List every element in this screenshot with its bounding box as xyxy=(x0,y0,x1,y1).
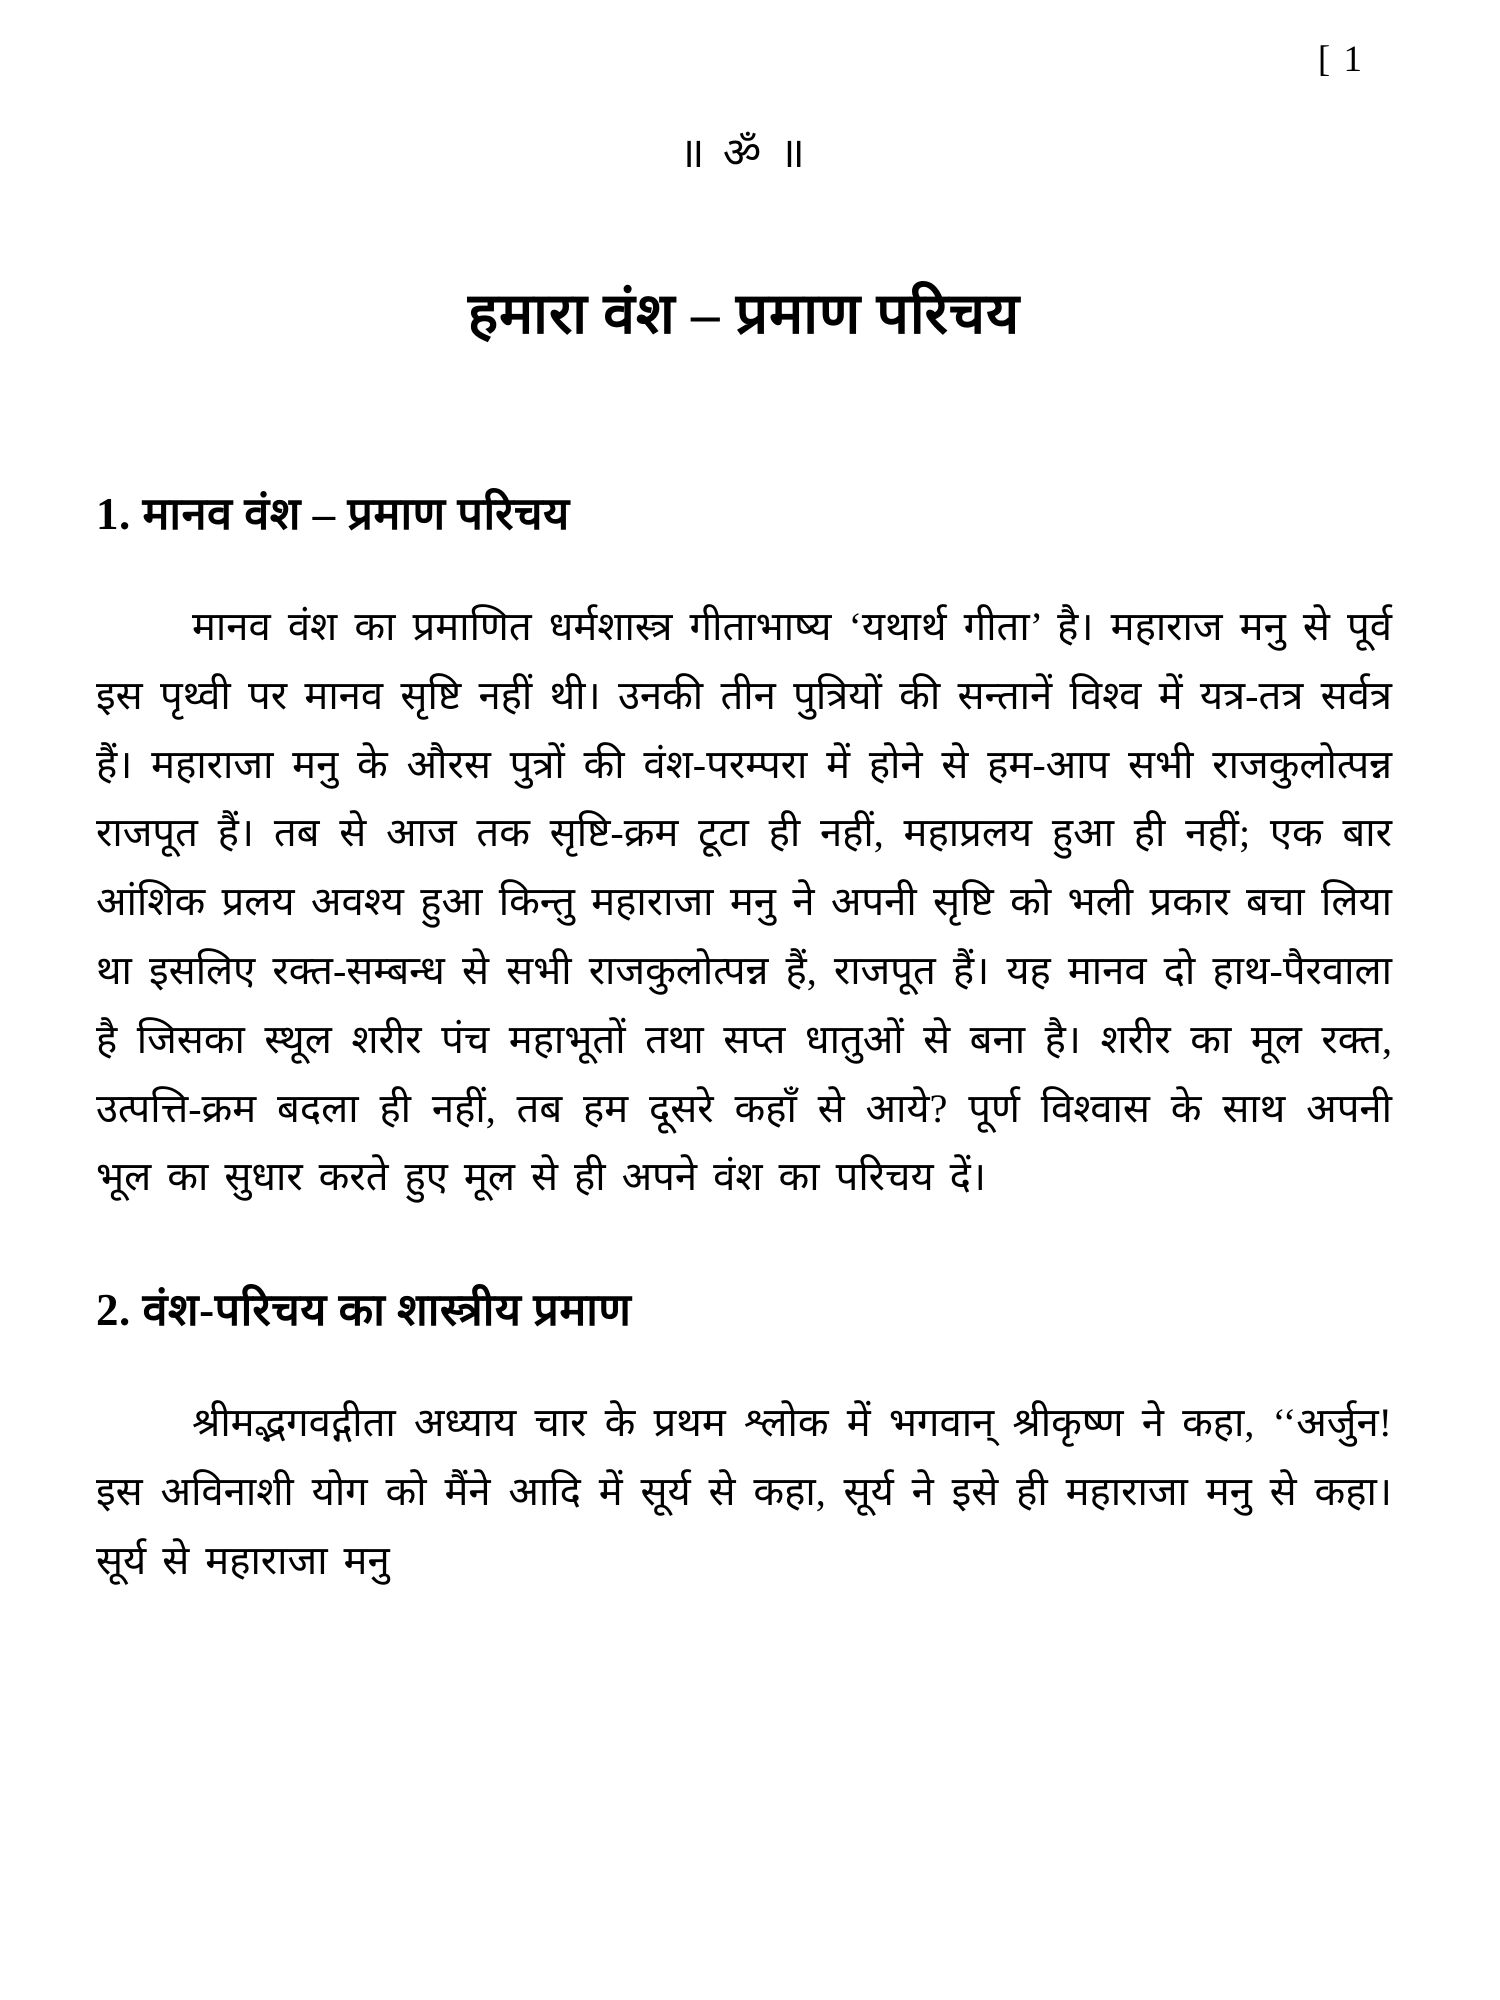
page-title: हमारा वंश – प्रमाण परिचय xyxy=(467,283,1021,346)
section-2-paragraph: श्रीमद्भगवद्गीता अध्याय चार के प्रथम श्लोक में भगवान् श्रीकृष्ण ने कहा, ‘‘अर्जुन! इस अविनाशी योग को मैंने आदि में सूर्य से कहा, सूर्य ने इसे ही महाराजा मनु से कहा। सूर्य से महाराजा मनु xyxy=(96,1400,1392,1583)
section-1-paragraph: मानव वंश का प्रमाणित धर्मशास्त्र गीताभाष्य ‘यथार्थ गीता’ है। महाराज मनु से पूर्व इस पृथ्वी पर मानव सृष्टि नहीं थी। उनकी तीन पुत्रियों की सन्तानें विश्व में यत्र-तत्र सर्वत्र हैं। महाराजा मनु के औरस पुत्रों की वंश-परम्परा में होने से हम-आप सभी राजकुलोत्पन्न राजपूत हैं। तब से आज तक सृष्टि-क्रम टूटा ही नहीं, महाप्रलय हुआ ही नहीं; एक बार आंशिक प्रलय अवश्य हुआ किन्तु महाराजा मनु ने अपनी सृष्टि को भली प्रकार बचा लिया था इसलिए रक्त-सम्बन्ध से सभी राजकुलोत्पन्न हैं, राजपूत हैं। यह मानव दो हाथ-पैरवाला है जिसका स्थूल शरीर पंच महाभूतों तथा सप्त धातुओं से बना है। शरीर का मूल रक्त, उत्पत्ति-क्रम बदला ही नहीं, तब हम दूसरे कहाँ से आये? पूर्ण विश्वास के साथ अपनी भूल का सुधार करते हुए मूल से ही अपने वंश का परिचय दें। xyxy=(96,604,1392,1200)
section-manav-vansh xyxy=(96,482,1392,1212)
section-2-heading: 2. वंश-परिचय का शास्त्रीय प्रमाण xyxy=(96,1285,632,1336)
om-invocation: ॥ ॐ ॥ xyxy=(679,131,809,177)
page-number: [ 1 xyxy=(1317,39,1364,80)
section-shastriya-praman xyxy=(96,1278,1392,1595)
section-1-heading: 1. मानव वंश – प्रमाण परिचय xyxy=(96,489,570,539)
